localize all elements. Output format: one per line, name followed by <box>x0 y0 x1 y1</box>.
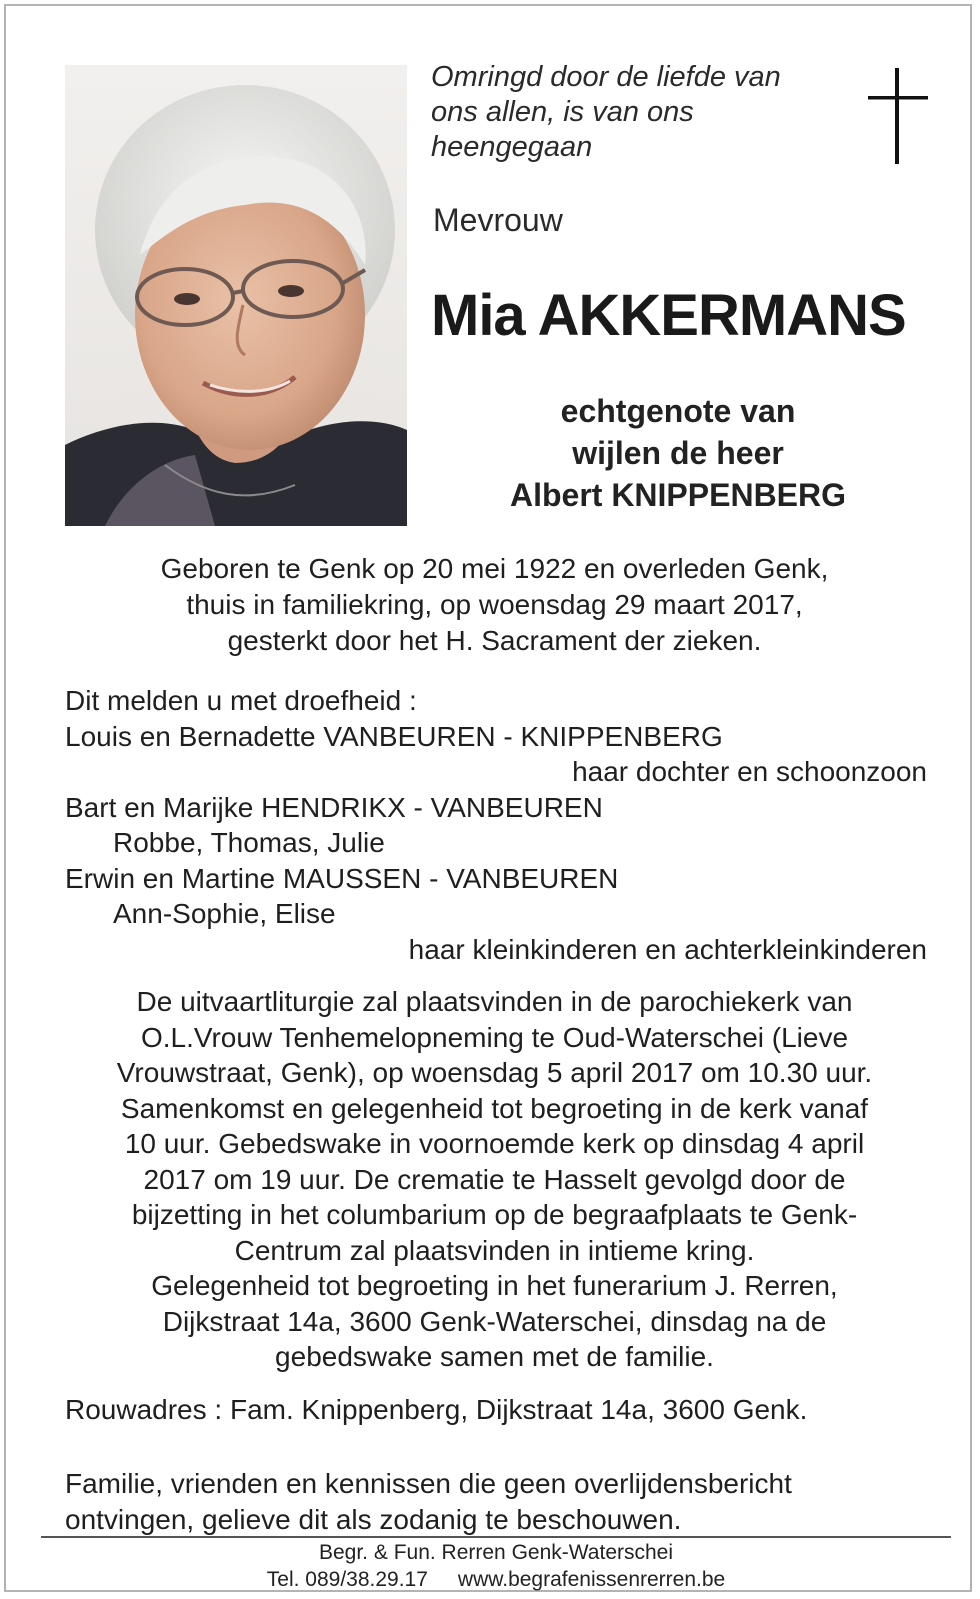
mourner-family: Louis en Bernadette VANBEUREN - KNIPPENBERG <box>65 720 723 752</box>
mourner-family: Erwin en Martine MAUSSEN - VANBEUREN <box>65 862 619 894</box>
cross-icon <box>868 68 928 164</box>
portrait-image <box>65 65 407 526</box>
notice-line: ontvingen, gelieve dit als zodanig te beschouwen. <box>65 1504 682 1535</box>
portrait-photo <box>65 65 407 526</box>
funeral-line: O.L.Vrouw Tenhemelopneming te Oud-Waterschei (Lieve <box>140 1021 849 1053</box>
spouse-line: Albert KNIPPENBERG <box>509 477 847 513</box>
funeral-line: 2017 om 19 uur. De crematie te Hasselt gevolgd door de <box>143 1163 846 1195</box>
footer-contact <box>41 1566 951 1593</box>
deceased-name: Mia AKKERMANS <box>431 283 906 348</box>
funeral-line: 10 uur. Gebedswake in voornoemde kerk op dinsdag 4 april <box>124 1128 865 1159</box>
intro-line: heengegaan <box>431 131 593 163</box>
spouse-block <box>476 390 880 516</box>
honorific-title: Mevrouw <box>433 202 563 238</box>
funeral-line: Centrum zal plaatsvinden in intieme kring. <box>234 1234 755 1266</box>
intro-line: Omringd door de liefde van <box>431 61 781 93</box>
funeral-line: De uitvaartliturgie zal plaatsvinden in de parochiekerk van <box>136 986 853 1017</box>
birth-line: thuis in familiekring, op woensdag 29 maart 2017, <box>186 589 803 620</box>
funeral-line: gebedswake samen met de familie. <box>275 1341 714 1372</box>
birth-death-details <box>62 551 927 659</box>
mourning-address: Rouwadres : Fam. Knippenberg, Dijkstraat 14a, 3600 Genk. <box>65 1394 808 1425</box>
mourner-children: Ann-Sophie, Elise <box>113 898 336 929</box>
death-notice-card <box>4 4 972 1592</box>
mourners-list <box>65 683 927 967</box>
mourners-heading: Dit melden u met droefheid : <box>65 685 417 716</box>
notice-text <box>65 1466 927 1538</box>
funeral-line: Samenkomst en gelegenheid tot begroeting in de kerk vanaf <box>120 1092 869 1124</box>
funeral-line: bijzetting in het columbarium op de begraafplaats te Genk- <box>131 1199 858 1230</box>
phone-number: Tel. 089/38.29.17 <box>266 1568 428 1591</box>
birth-line: Geboren te Genk op 20 mei 1922 en overleden Genk, <box>160 553 829 584</box>
mourner-relation: haar dochter en schoonzoon <box>572 756 927 787</box>
footer-divider <box>41 1536 951 1538</box>
footer <box>41 1539 951 1593</box>
funeral-home-name: Begr. & Fun. Rerren Genk-Waterschei <box>318 1541 674 1564</box>
funeral-line: Gelegenheid tot begroeting in het funerarium J. Rerren, <box>151 1270 838 1301</box>
mourner-relation: haar kleinkinderen en achterkleinkinderen <box>408 933 927 965</box>
spouse-line: echtgenote van <box>560 393 796 429</box>
mourner-family: Bart en Marijke HENDRIKX - VANBEUREN <box>65 791 603 823</box>
funeral-line: Dijkstraat 14a, 3600 Genk-Waterschei, dinsdag na de <box>162 1305 827 1337</box>
mourner-children: Robbe, Thomas, Julie <box>113 827 385 858</box>
funeral-details <box>62 984 927 1375</box>
funeral-line: Vrouwstraat, Genk), op woensdag 5 april 2017 om 10.30 uur. <box>116 1057 873 1088</box>
birth-line: gesterkt door het H. Sacrament der zieken. <box>227 625 762 656</box>
spouse-line: wijlen de heer <box>572 435 784 471</box>
website-link[interactable]: www.begrafenissenrerren.be <box>457 1568 726 1591</box>
intro-text <box>431 60 841 165</box>
intro-line: ons allen, is van ons <box>431 96 694 128</box>
notice-line: Familie, vrienden en kennissen die geen overlijdensbericht <box>65 1468 792 1499</box>
